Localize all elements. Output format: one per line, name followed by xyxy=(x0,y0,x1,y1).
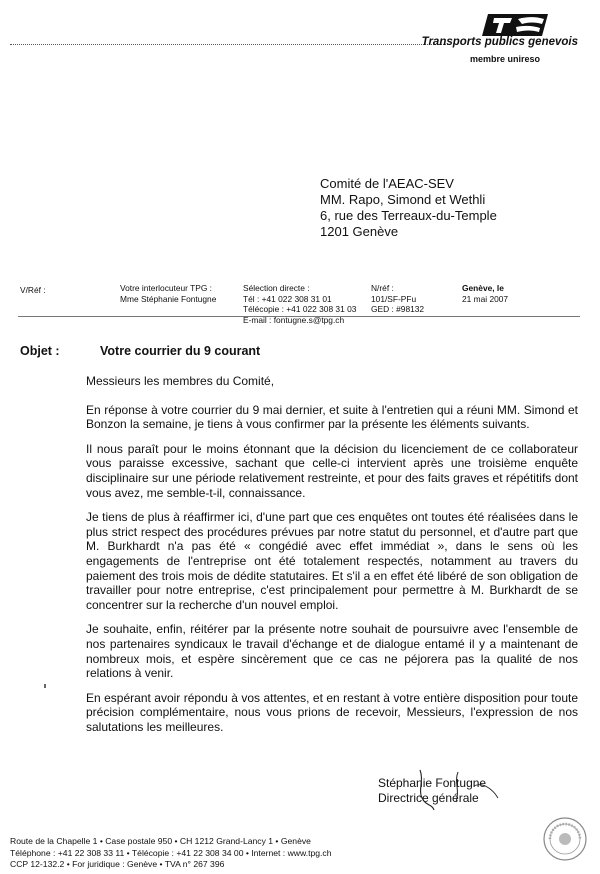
body-paragraph: Je souhaite, enfin, réitérer par la présente notre souhait de poursuivre avec l'ensemble de nos partenaires syndicaux le travail d'échange et de dialogue entamé il y a maintenant de nombreux mois, et espère sincèrement que ce cas ne péjorera pas la qualité de nos relations à venir. xyxy=(86,622,578,681)
reference-divider xyxy=(18,316,580,317)
subject-text: Votre courrier du 9 courant xyxy=(100,344,261,358)
vref-label: V/Réf : xyxy=(20,285,46,295)
direct-contact-block xyxy=(243,283,356,325)
header-divider xyxy=(10,44,450,45)
ged-number: GED : #98132 xyxy=(371,304,425,314)
footer-legal: CCP 12-132.2 • For juridique : Genève • TVA n° 267 396 xyxy=(10,859,225,869)
body-paragraph: En espérant avoir répondu à vos attentes, et en restant à votre entière disposition pour toute précision complémentaire, nous vous prions de recevoir, Messieurs, l'expression de nos salutations les meilleures. xyxy=(86,690,578,734)
signature-block xyxy=(378,776,486,805)
nref-label: N/réf : xyxy=(371,283,394,293)
signatory-role: Directrice générale xyxy=(378,790,479,805)
address-line: 6, rue des Terreaux-du-Temple xyxy=(320,208,497,223)
company-name: Transports publics genevois xyxy=(421,36,578,48)
company-subtitle: membre unireso xyxy=(469,54,540,64)
tpg-logo xyxy=(482,12,550,38)
fax: Télécopie : +41 022 308 31 03 xyxy=(243,304,357,314)
address-line: Comité de l'AEAC-SEV xyxy=(320,176,454,191)
interlocutor-block xyxy=(120,283,216,304)
address-line: 1201 Genève xyxy=(320,224,399,239)
telephone: Tél : +41 022 308 31 01 xyxy=(243,293,332,304)
letter-body xyxy=(86,374,578,744)
body-paragraph: Il nous paraît pour le moins étonnant que la décision du licenciement de ce collaborateur vous paraisse excessive, sachant que celle-ci intervient après une troisième enquête disciplinaire sur une période relativement restreinte, et pour des faits graves et répétitifs dont vous avez, me semble-t-il, connaissance. xyxy=(86,441,578,500)
letter-date: 21 mai 2007 xyxy=(462,293,509,304)
recipient-address xyxy=(320,176,497,240)
place-date-label: Genève, le xyxy=(462,283,504,293)
address-line: MM. Rapo, Simond et Wethli xyxy=(320,192,486,207)
body-paragraph: Je tiens de plus à réaffirmer ici, d'une part que ces enquêtes ont toutes été réalisées dans le plus strict respect des procédures prévues par notre statut du personnel, et d'autre part que M. Burkhardt n'a pas été « congédié avec effet immédiat », dans le sens où les engagements de l'entreprise ont été totalement respectés, notamment au travers du paiement des trois mois de dédite statutaires. Et s'il a en effet été libéré de son obligation de travailler pour notre entreprise, c'est principalement pour permettre à M. Burkhardt de se concentrer sur la recherche d'un nouvel emploi. xyxy=(86,510,578,612)
nref-value: 101/SF-PFu xyxy=(371,293,417,304)
footer xyxy=(10,836,332,871)
certification-stamp-icon xyxy=(542,816,588,862)
body-paragraph: En réponse à votre courrier du 9 mai dernier, et suite à l'entretien qui a réuni MM. Simond et Bonzon la semaine, je tiens à vous confirmer par la présente les éléments suivants. xyxy=(86,402,578,432)
place-date-block xyxy=(462,283,508,304)
direct-label: Sélection directe : xyxy=(243,283,310,293)
footer-address: Route de la Chapelle 1 • Case postale 950 • CH 1212 Grand-Lancy 1 • Genève xyxy=(10,836,311,846)
interlocutor-label: Votre interlocuteur TPG : xyxy=(120,283,213,293)
salutation: Messieurs les membres du Comité, xyxy=(86,374,275,388)
signatory-name: Stéphanie Fontugne xyxy=(378,776,487,790)
interlocutor-name: Mme Stéphanie Fontugne xyxy=(120,293,217,304)
scan-speck xyxy=(44,684,46,688)
subject-label: Objet : xyxy=(20,344,60,358)
email: E-mail : fontugne.s@tpg.ch xyxy=(243,314,345,325)
our-reference-block xyxy=(371,283,424,315)
footer-contact: Téléphone : +41 22 308 33 11 • Télécopie : +41 22 308 34 00 • Internet : www.tpg.ch xyxy=(10,847,332,858)
